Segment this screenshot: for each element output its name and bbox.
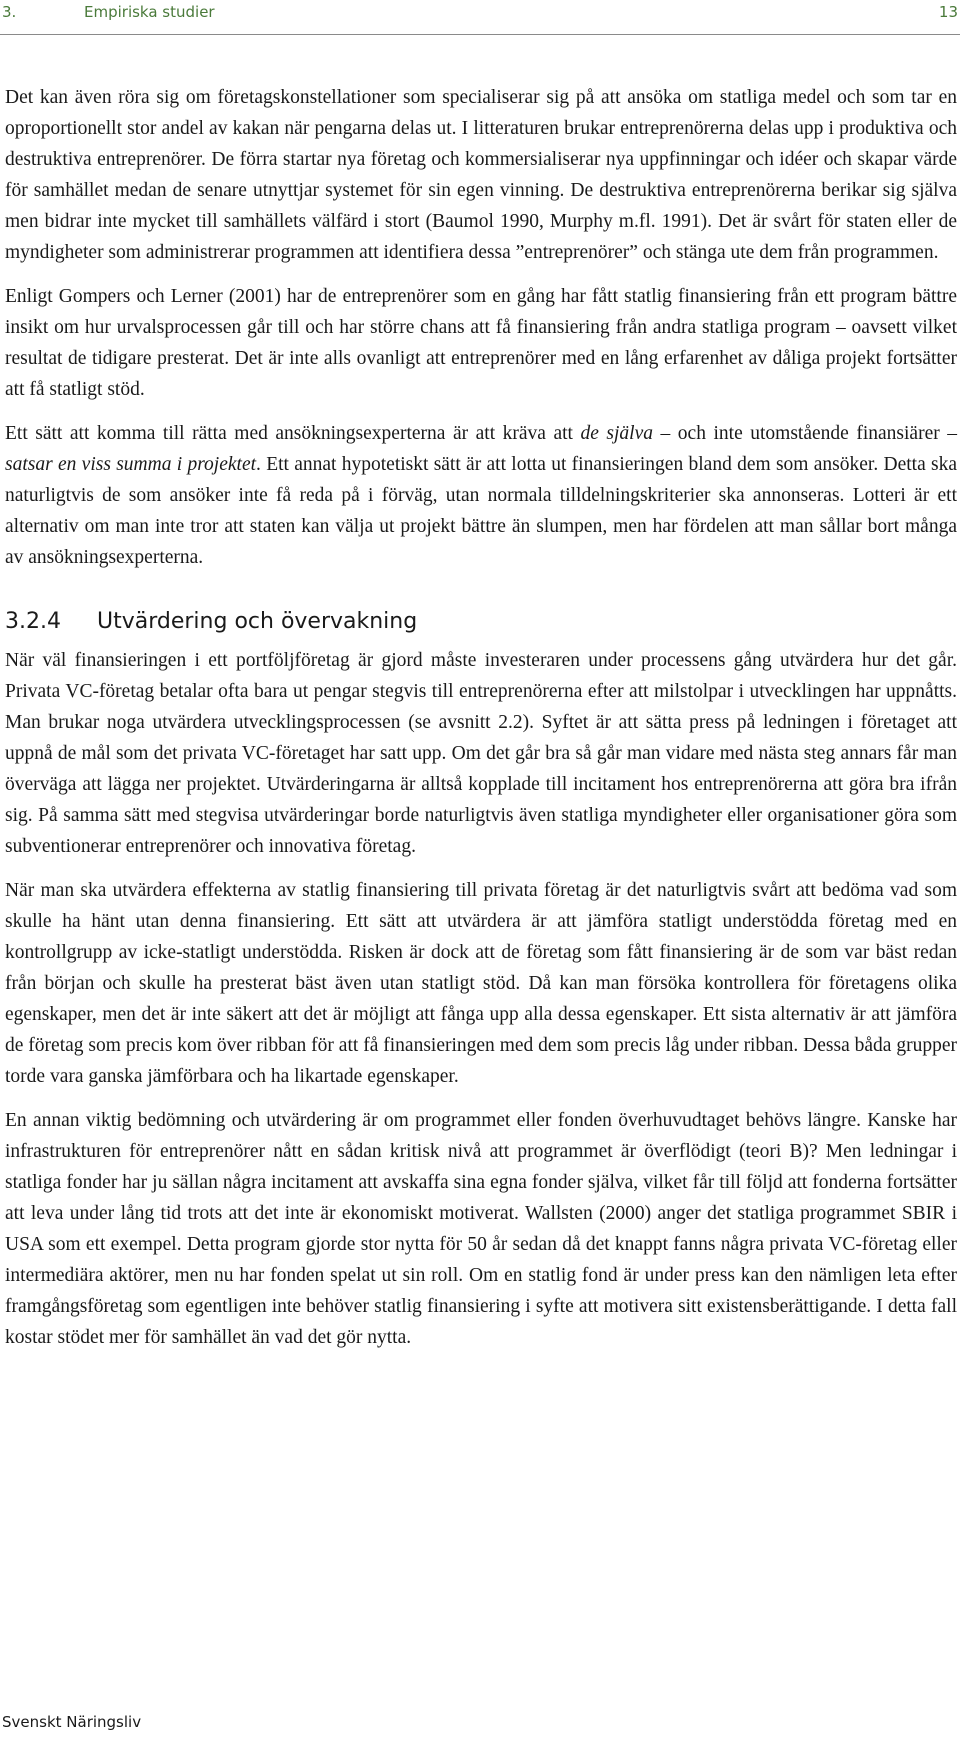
paragraph [5, 418, 957, 573]
page-footer: Svenskt Näringsliv [2, 1713, 142, 1731]
paragraph: Det kan även röra sig om företagskonstellationer som specialiserar sig på att ansöka om statliga medel och som tar en oproportionellt stor andel av kakan när pengarna delas ut. I litteraturen brukar entreprenörerna delas upp i produktiva och destruktiva entreprenörer. De förra startar nya företag och kommersialiserar nya uppfinningar och idéer och skapar värde för samhället medan de senare utnyttjar systemet för sin egen vinning. De destruktiva entreprenörerna berikar sig själva men bidrar inte mycket till samhällets välfärd i stort (Baumol 1990, Murphy m.fl. 1991). Det är svårt för staten eller de myndigheter som administrerar programmen att identifiera dessa ”entreprenörer” och stänga ute dem från programmen. [5, 87, 957, 263]
paragraph: En annan viktig bedömning och utvärdering är om programmet eller fonden överhuvudtaget behövs längre. Kanske har infrastrukturen för entreprenörer nått en sådan kritisk nivå att programmet är överflödigt (teori B)? Men ledningar i statliga fonder har ju sällan några incitament att avskaffa sina egna fonder själva, vilket får till följd att fonderna fortsätter att leva under lång tid trots att det inte är ekonomiskt motiverat. Wallsten (2000) anger det statliga programmet SBIR i USA som ett exempel. Detta program gjorde stor nytta för 50 år sedan då det knappt fanns några privata VC-företag eller intermediära aktörer, men nu har fonden spelat ut sin roll. Om en statlig fond är under press kan den nämligen leta efter framgångsföretag som egentligen inte behöver statlig finansiering i syfte att motivera sitt existensberättigande. I detta fall kostar stödet mer för samhället än vad det gör nytta. [5, 1110, 957, 1348]
section-heading [5, 602, 957, 642]
paragraph: När man ska utvärdera effekterna av statlig finansiering till privata företag är det naturligtvis svårt att bedöma vad som skulle ha hänt utan denna finansiering. Ett sätt att utvärdera är att jämföra statligt understödda företag med en kontrollgrupp av icke-statligt understödda. Risken är dock att de företag som fått finansiering är de som var bäst redan från början och skulle ha presterat bäst även utan statligt stöd. Då kan man försöka kontrollera för företagens olika egenskaper, men det är inte säkert att det är möjligt att fånga upp alla dessa egenskaper. Ett sista alternativ är att jämföra de företag som precis kom över ribban för att få finansieringen med dem som precis låg under ribban. Dessa båda grupper torde vara ganska jämförbara och ha likartade egenskaper. [5, 880, 957, 1087]
text-run: Ett sätt att komma till rätta med ansökningsexperterna är att kräva att [5, 423, 581, 444]
italic-run: de själva [580, 423, 653, 444]
chapter-title: Empiriska studier [84, 3, 215, 21]
chapter-number: 3. [2, 3, 17, 21]
text-run: . Ett annat hypotetiskt sätt är att lotta ut finansieringen bland dem som ansöker. Detta ska naturligtvis de som ansöker inte få reda på i förväg, utan normala tilldelningskriterier ska annonseras. Lotteri är ett alternativ om man inte tror att staten kan välja ut projekt bättre än slumpen, men har fördelen att man sållar bort många av ansökningsexperterna. [5, 454, 957, 568]
text-run: – och inte utomstående finansiärer – [653, 423, 957, 444]
section-number: 3.2.4 [5, 609, 61, 634]
page-header [0, 0, 960, 35]
paragraph: När väl finansieringen i ett portföljföretag är gjord måste investeraren under processens gång utvärdera hur det går. Privata VC-företag betalar ofta bara ut pengar stegvis till entreprenörerna efter att milstolpar i utvecklingen har uppnåtts. Man brukar noga utvärdera utvecklingsprocessen (se avsnitt 2.2). Syftet är att sätta press på ledningen i företaget att uppnå de mål som det privata VC-företaget har satt upp. Om det går bra så går man vidare med nästa steg annars får man överväga att lägga ner projektet. Utvärderingarna är alltså kopplade till incitament hos entreprenörerna att göra bra ifrån sig. På samma sätt med stegvisa utvärderingar borde naturligtvis även statliga myndigheter eller organisationer göra som subventionerar entreprenörer och innovativa företag. [5, 650, 957, 857]
italic-run: satsar en viss summa i projektet [5, 454, 257, 475]
paragraph: Enligt Gompers och Lerner (2001) har de entreprenörer som en gång har fått statlig finansiering från ett program bättre insikt om hur urvalsprocessen går till och har större chans att få finansiering från andra statliga program – oavsett vilket resultat de tidigare presterat. Det är inte alls ovanligt att entreprenörer med en lång erfarenhet av dåliga projekt fortsätter att få statligt stöd. [5, 286, 957, 400]
page-number: 13 [938, 3, 958, 21]
page-body [5, 82, 957, 1366]
section-title: Utvärdering och övervakning [97, 609, 418, 634]
